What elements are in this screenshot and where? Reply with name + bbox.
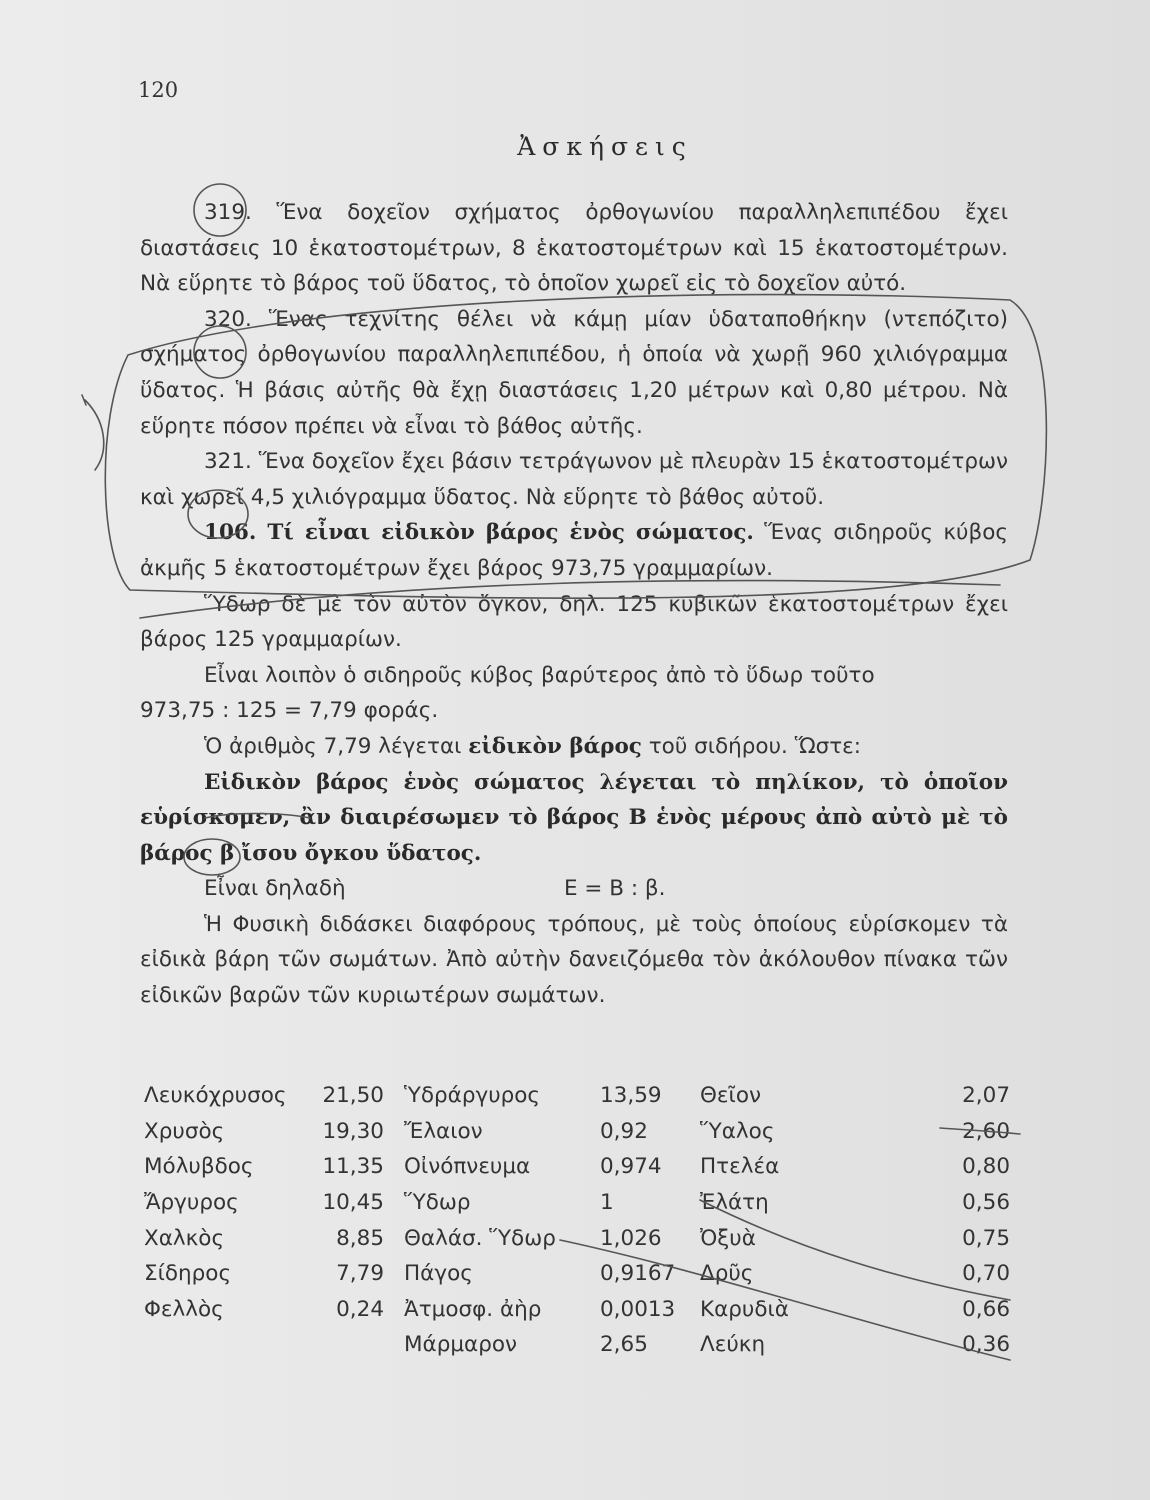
- exercise-321: [140, 444, 1008, 515]
- paragraph-text: Ἕνας σιδηροῦς κύβος ἀκμῆς 5 ἑκατοστομέτρων ἔχει βάρος 973,75 γραμμαρίων.: [140, 520, 1008, 581]
- table-row: Λευκόχρυσος 21,50 Ὑδράργυρος 13,59 Θεῖον 2,07: [144, 1083, 1010, 1109]
- table-row: Ἄργυρος 10,45 Ὕδωρ 1 Ἐλάτη 0,56: [144, 1190, 1010, 1216]
- exercise-number: 319.: [204, 200, 252, 225]
- paragraph-calculation: 973,75 : 125 = 7,79 φοράς.: [140, 698, 439, 724]
- term-specific-gravity: εἰδικὸν βάρος: [468, 733, 642, 759]
- table-row: Σίδηρος 7,79 Πάγος 0,9167 Δρῦς 0,70: [144, 1261, 1010, 1287]
- exercise-number: 320.: [204, 306, 252, 332]
- paragraph-conclusion: Εἶναι λοιπὸν ὁ σιδηροῦς κύβος βαρύτερος ἀπὸ τὸ ὕδωρ τοῦτο: [204, 662, 875, 688]
- exercise-text: Ἕνα δοχεῖον σχήματος ὀρθογωνίου παραλληλεπιπέδου ἔχει διαστάσεις 10 ἑκατοστομέτρων, 8 ἑκατοστομέτρων καὶ 15 ἑκατοστομέτρων. Νὰ εὕρητε τὸ βάρος τοῦ ὕδατος, τὸ ὁποῖον χωρεῖ εἰς τὸ δοχεῖον αὐτό.: [140, 200, 1008, 297]
- formula-label: Εἶναι δηλαδὴ: [204, 876, 346, 902]
- section-title: Ἀσκήσεις: [517, 132, 693, 161]
- page-number: 120: [138, 78, 179, 102]
- paragraph-table-intro: Ἡ Φυσικὴ διδάσκει διαφόρους τρόπους, μὲ τοὺς ὁποίους εὑρίσκομεν τὰ εἰδικὰ βάρη τῶν σωμάτων. Ἀπὸ αὐτὴν δανειζόμεθα τὸν ἀκόλουθον πίνακα τῶν εἰδικῶν βαρῶν τῶν κυριωτέρων σωμάτων.: [140, 911, 1008, 1009]
- exercise-320: [140, 302, 1008, 444]
- definition: Εἰδικὸν βάρος ἑνὸς σώματος λέγεται τὸ πηλίκον, τὸ ὁποῖον εὑρίσκομεν, ἂν διαιρέσωμεν τὸ βάρος Β ἑνὸς μέρους ἀπὸ αὐτὸ μὲ τὸ βάρος β ἴσου ὄγκου ὕδατος.: [140, 769, 1008, 866]
- exercise-text: Ἕνας τεχνίτης θέλει νὰ κάμῃ μίαν ὑδαταποθήκην (ντεπόζιτο) σχήματος ὀρθογωνίου παραλληλεπιπέδου, ἡ ὁποία νὰ χωρῇ 960 χιλιόγραμμα ὕδατος. Ἡ βάσις αὐτῆς θὰ ἔχῃ διαστάσεις 1,20 μέτρων καὶ 0,80 μέτρου. Νὰ εὕρητε πόσον πρέπει νὰ εἶναι τὸ βάθος αὐτῆς.: [140, 306, 1008, 439]
- paragraph-water: Ὕδωρ δὲ μὲ τὸν αὐτὸν ὄγκον, δηλ. 125 κυβικῶν ἑκατοστομέτρων ἔχει βάρος 125 γραμμαρίων.: [140, 591, 1008, 653]
- page-body: [140, 195, 1008, 1014]
- formula: Ε = Β : β.: [564, 876, 666, 902]
- section-heading: 106. Τί εἶναι εἰδικὸν βάρος ἑνὸς σώματος.: [204, 520, 754, 546]
- exercise-number: 321.: [204, 449, 252, 475]
- table-row: Χρυσὸς 19,30 Ἔλαιον 0,92 Ὕαλος 2,60: [144, 1118, 1010, 1144]
- formula-line: [140, 871, 1008, 907]
- handwritten-mark: [82, 395, 104, 470]
- exercise-319: [140, 195, 1008, 302]
- exercise-text: Ἕνα δοχεῖον ἔχει βάσιν τετράγωνον μὲ πλευρὰν 15 ἑκατοστομέτρων καὶ χωρεῖ 4,5 χιλιόγραμμα ὕδατος. Νὰ εὕρητε τὸ βάθος αὐτοῦ.: [140, 449, 1008, 510]
- paragraph-specific-gravity: Ὁ ἀριθμὸς 7,79 λέγεται εἰδικὸν βάρος τοῦ σιδήρου. Ὥστε:: [204, 733, 862, 759]
- table-row: Χαλκὸς 8,85 Θαλάσ. Ὕδωρ 1,026 Ὀξυὰ 0,75: [144, 1225, 1010, 1251]
- table-row: Μόλυβδος 11,35 Οἰνόπνευμα 0,974 Πτελέα 0,80: [144, 1154, 1010, 1180]
- specific-gravity-table: [144, 1078, 1010, 1363]
- table-row: Φελλὸς 0,24 Ἀτμοσφ. ἀὴρ 0,0013 Καρυδιὰ 0,66: [144, 1296, 1010, 1322]
- table-row: Μάρμαρον 2,65 Λεύκη 0,36: [404, 1332, 1010, 1358]
- section-106-intro: [140, 515, 1008, 586]
